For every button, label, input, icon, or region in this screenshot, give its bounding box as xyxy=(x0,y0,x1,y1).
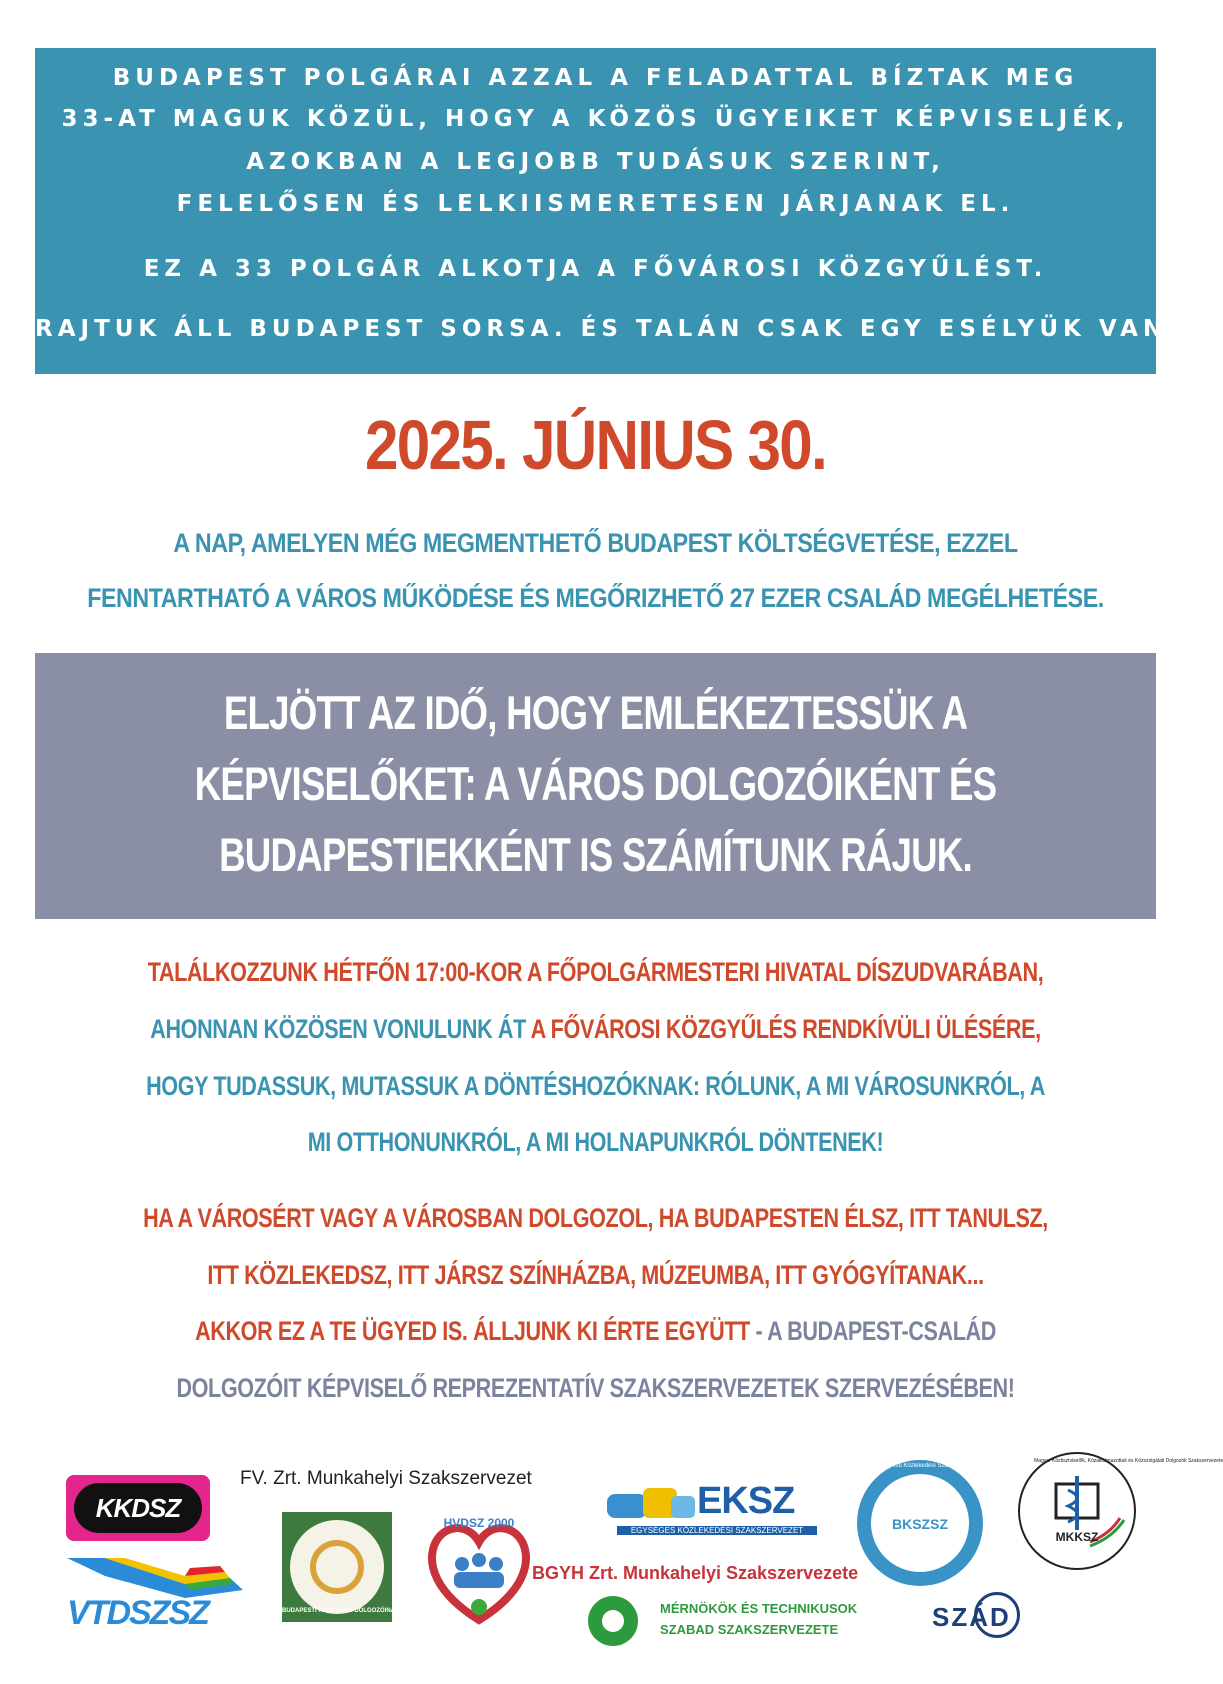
meeting-line-part: A FŐVÁROSI KÖZGYŰLÉS RENDKÍVÜLI ÜLÉSÉRE, xyxy=(530,1014,1041,1044)
vtdszsz-logo xyxy=(65,1554,245,1634)
hvdsz-logo xyxy=(424,1512,534,1627)
appeal-line: ITT KÖZLEKEDSZ, ITT JÁRSZ SZÍNHÁZBA, MÚZEUMBA, ITT GYÓGYÍTANAK... xyxy=(207,1260,984,1290)
kkdsz-logo xyxy=(66,1475,210,1541)
caduceus-book-icon xyxy=(1020,1454,1223,1568)
appeal-line: HA A VÁROSÉRT VAGY A VÁROSBAN DOLGOZOL, HA BUDAPESTEN ÉLSZ, ITT TANULSZ, xyxy=(143,1203,1048,1233)
intro-line: 33-AT MAGUK KÖZÜL, HOGY A KÖZÖS ÜGYEIKET KÉPVISELJÉK, xyxy=(61,106,1130,132)
meeting-line: HOGY TUDASSUK, MUTASSUK A DÖNTÉSHOZÓKNAK: RÓLUNK, A MI VÁROSUNKRÓL, A xyxy=(146,1071,1045,1101)
mkksz-text: MKKSZ xyxy=(1055,1530,1099,1544)
appeal-line xyxy=(119,1316,1072,1347)
kozmuvek-ring-text: BUDAPESTI KÖZMŰVEK DOLGOZÓINAK SZAKSZERVEZETE xyxy=(282,1608,457,1614)
eksz-text: EKSZ xyxy=(697,1480,795,1522)
subtitle-line: A NAP, AMELYEN MÉG MEGMENTHETŐ BUDAPEST KÖLTSÉGVETÉSE, EZZEL xyxy=(173,528,1018,558)
szad-text: SZÁD xyxy=(932,1602,1011,1632)
vtdszsz-text: VTDSZSZ xyxy=(67,1594,208,1632)
mkksz-logo xyxy=(1018,1452,1223,1570)
callout-box xyxy=(35,653,1156,919)
intro-line: FELELŐSEN ÉS LELKIISMERETESEN JÁRJANAK EL. xyxy=(176,191,1015,217)
event-date: 2025. JÚNIUS 30. xyxy=(364,406,827,484)
meeting-line-part: AHONNAN KÖZÖSEN VONULUNK ÁT xyxy=(150,1014,526,1044)
meeting-line: MI OTTHONUNKRÓL, A MI HOLNAPUNKRÓL DÖNTENEK! xyxy=(307,1127,884,1157)
bgyh-title: BGYH Zrt. Munkahelyi Szakszervezete xyxy=(532,1563,859,1583)
subtitle-line: FENNTARTHATÓ A VÁROS MŰKÖDÉSE ÉS MEGŐRIZHETŐ 27 EZER CSALÁD MEGÉLHETÉSE. xyxy=(87,583,1104,613)
mtszsz-line: MÉRNÖKÖK ÉS TECHNIKUSOK xyxy=(660,1601,858,1616)
intro-line: EZ A 33 POLGÁR ALKOTJA A FŐVÁROSI KÖZGYŰLÉST. xyxy=(143,256,1048,282)
mkksz-ring-text: Magyar Köztisztviselők, Közalkalmazottak és Közszolgálati Dolgozók Szakszervezete xyxy=(1034,1458,1223,1464)
bkszsz-logo xyxy=(857,1460,1016,1586)
bkszsz-ring-text: Budapesti Közlekedési Szakszervezetek Szövetsége xyxy=(875,1463,1016,1469)
meeting-line xyxy=(119,1014,1072,1045)
utility-ring-icon xyxy=(310,1540,364,1594)
fv-title: FV. Zrt. Munkahelyi Szakszervezet xyxy=(240,1468,532,1489)
appeal-line-part: AKKOR EZ A TE ÜGYED IS. ÁLLJUNK KI ÉRTE EGYÜTT xyxy=(195,1316,750,1346)
mtszsz-gear-icon xyxy=(588,1596,638,1646)
intro-box xyxy=(35,48,1182,374)
appeal-line-part: - A BUDAPEST-CSALÁD xyxy=(755,1316,996,1346)
kkdsz-text: KKDSZ xyxy=(95,1493,181,1523)
szad-logo xyxy=(932,1588,1052,1648)
intro-line: AZOKBAN A LEGJOBB TUDÁSUK SZERINT, xyxy=(246,149,945,175)
meeting-line: TALÁLKOZZUNK HÉTFŐN 17:00-KOR A FŐPOLGÁRMESTERI HIVATAL DÍSZUDVARÁBAN, xyxy=(147,957,1044,987)
appeal-line: DOLGOZÓIT KÉPVISELŐ REPREZENTATÍV SZAKSZERVEZETEK SZERVEZÉSÉBEN! xyxy=(176,1373,1015,1403)
intro-line: BUDAPEST POLGÁRAI AZZAL A FELADATTAL BÍZTAK MEG xyxy=(112,65,1079,91)
callout-line: BUDAPESTIEKKÉNT IS SZÁMÍTUNK RÁJUK. xyxy=(219,828,972,881)
callout-line: ELJÖTT AZ IDŐ, HOGY EMLÉKEZTESSÜK A xyxy=(223,686,968,739)
mtszsz-text xyxy=(660,1598,857,1640)
vehicles-icon xyxy=(605,1480,695,1525)
hvdsz-text: HVDSZ 2000 xyxy=(443,1516,515,1530)
callout-line: KÉPVISELŐKET: A VÁROS DOLGOZÓIKÉNT ÉS xyxy=(194,757,997,810)
mtszsz-line: SZABAD SZAKSZERVEZETE xyxy=(660,1622,839,1637)
kozmuvek-logo xyxy=(282,1512,457,1622)
bkszsz-text: BKSZSZ xyxy=(892,1516,948,1532)
eksz-logo xyxy=(605,1480,820,1540)
eksz-subtext: EGYSÉGES KÖZLEKEDÉSI SZAKSZERVEZET xyxy=(617,1526,817,1535)
intro-line: RAJTUK ÁLL BUDAPEST SORSA. ÉS TALÁN CSAK EGY ESÉLYÜK VAN: xyxy=(35,316,1182,342)
